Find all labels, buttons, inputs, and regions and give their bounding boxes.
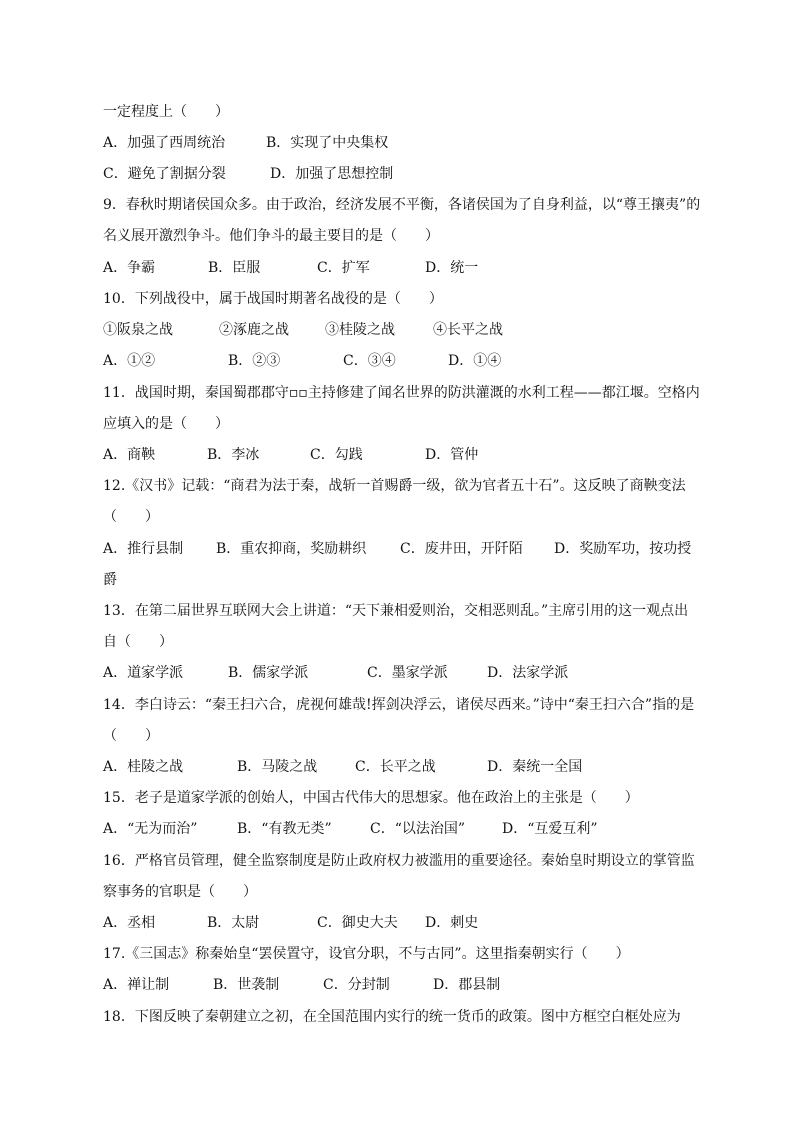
answer-option: D．①④	[448, 353, 502, 369]
question-text: 10．下列战役中，属于战国时期著名战役的是（ ）	[103, 291, 443, 307]
answer-option: B．重农抑商，奖励耕织	[216, 541, 367, 557]
question-text: 15．老子是道家学派的创始人，中国古代伟大的思想家。他在政治上的主张是（ ）	[103, 790, 639, 806]
question-text: 应填入的是（ ）	[103, 416, 229, 432]
answer-option: B．“有教无类”	[237, 821, 332, 837]
answer-option: ①阪泉之战	[103, 322, 173, 338]
answer-option: C．“以法治国”	[370, 821, 466, 837]
answer-option: B．儒家学派	[228, 665, 309, 681]
answer-option: C．扩军	[317, 260, 370, 276]
answer-option: D．郡县制	[433, 977, 501, 993]
question-text: 17.《三国志》称秦始皇“罢侯置守，设官分职，不与古同”。这里指秦朝实行（ ）	[103, 946, 630, 962]
answer-option: C．勾践	[310, 447, 363, 463]
answer-option: A．加强了西周统治	[103, 135, 226, 151]
question-text: 自（ ）	[103, 634, 173, 650]
question-text: 一定程度上（ ）	[103, 104, 229, 120]
answer-option: A．①②	[103, 353, 156, 369]
answer-option: B．臣服	[208, 260, 261, 276]
answer-option: C．废井田，开阡陌	[400, 541, 523, 557]
answer-option: C．③④	[343, 353, 396, 369]
answer-option: A．桂陵之战	[103, 759, 184, 775]
answer-option: A．争霸	[103, 260, 156, 276]
answer-option: ④长平之战	[433, 322, 503, 338]
answer-option: D．“互爱互利”	[502, 821, 598, 837]
question-text: 16．严格官员管理，健全监察制度是防止政府权力被滥用的重要途径。秦始皇时期设立的掌管监	[103, 853, 695, 869]
question-text: 11．战国时期，秦国蜀郡郡守▫▫主持修建了闻名世界的防洪灌溉的水利工程——都江堰。空格内	[103, 385, 700, 401]
answer-option: D．法家学派	[487, 665, 569, 681]
answer-option: B．②③	[228, 353, 281, 369]
answer-option: A．道家学派	[103, 665, 184, 681]
answer-option: A．推行县制	[103, 541, 184, 557]
question-text: 12.《汉书》记载：“商君为法于秦，战斩一首赐爵一级，欲为官者五十石”。这反映了商鞅变法	[103, 478, 686, 494]
answer-option: B．太尉	[207, 915, 260, 931]
answer-option: D．加强了思想控制	[270, 166, 394, 182]
question-text: （ ）	[103, 509, 159, 525]
answer-option: A．商鞅	[103, 447, 156, 463]
answer-option: A．丞相	[103, 915, 156, 931]
answer-option: A．禅让制	[103, 977, 170, 993]
answer-option: ③桂陵之战	[325, 322, 395, 338]
question-text: 14．李白诗云：“秦王扫六合，虎视何雄哉!挥剑决浮云，诸侯尽西来。”诗中“秦王扫六合”指的是	[103, 697, 695, 713]
answer-option: C．避免了割据分裂	[103, 166, 226, 182]
answer-option: D．秦统一全国	[487, 759, 583, 775]
answer-option: B．李冰	[207, 447, 260, 463]
question-text: 爵	[103, 572, 117, 588]
question-text: 13．在第二届世界互联网大会上讲道：“天下兼相爱则治，交相恶则乱。”主席引用的这一观点出	[103, 603, 689, 619]
question-text: 名义展开激烈争斗。他们争斗的最主要目的是（ ）	[103, 228, 439, 244]
answer-option: C．墨家学派	[367, 665, 448, 681]
question-text: （ ）	[103, 728, 159, 744]
answer-option: C．长平之战	[355, 759, 436, 775]
answer-option: C．分封制	[323, 977, 390, 993]
question-text: 察事务的官职是（ ）	[103, 884, 257, 900]
answer-option: D．统一	[425, 260, 479, 276]
answer-option: B．马陵之战	[237, 759, 318, 775]
answer-option: C．御史大夫	[317, 915, 398, 931]
answer-option: B．实现了中央集权	[266, 135, 389, 151]
answer-option: D．刺史	[425, 915, 479, 931]
question-text: 9．春秋时期诸侯国众多。由于政治，经济发展不平衡，各诸侯国为了自身利益，以“尊王攘夷”的	[103, 197, 701, 213]
answer-option: B．世袭制	[213, 977, 280, 993]
question-text: 18．下图反映了秦朝建立之初，在全国范围内实行的统一货币的政策。图中方框空白框处应为	[103, 1009, 681, 1025]
answer-option: D．奖励军功，按功授	[554, 541, 692, 557]
answer-option: A．“无为而治”	[103, 821, 198, 837]
answer-option: D．管仲	[425, 447, 479, 463]
answer-option: ②涿鹿之战	[219, 322, 289, 338]
